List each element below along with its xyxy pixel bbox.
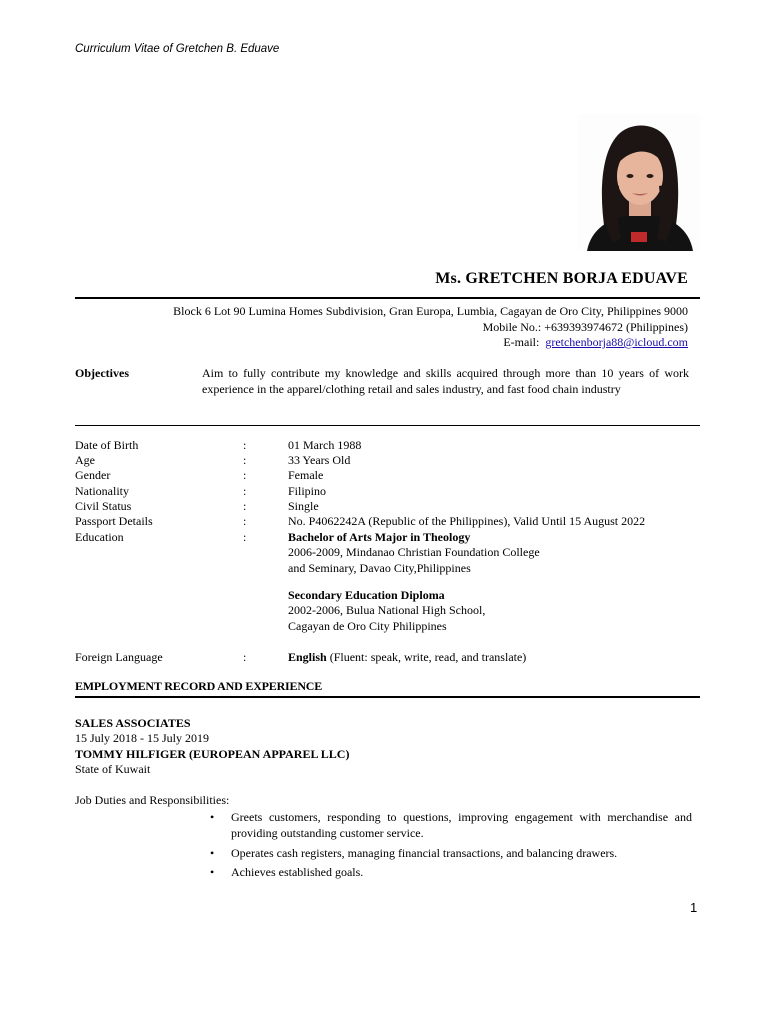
age-label: Age [75, 453, 95, 467]
objectives-label: Objectives [75, 366, 129, 380]
bullet: • [210, 865, 215, 879]
mobile-number: Mobile No.: +639393974672 (Philippines) [482, 320, 688, 334]
company-location: State of Kuwait [75, 762, 151, 776]
employment-dates: 15 July 2018 - 15 July 2019 [75, 731, 210, 745]
language-name: English [288, 650, 327, 664]
gender-value: Female [288, 468, 324, 482]
candidate-name: Ms. GRETCHEN BORJA EDUAVE [435, 270, 688, 287]
objectives-text: Aim to fully contribute my knowledge and skills acquired through more than 10 years of work experience in the apparel/clothing retail and sales industry, and fast food chain industry [202, 366, 689, 396]
colon: : [243, 484, 247, 498]
passport-value: No. P4062242A (Republic of the Philippines), Valid Until 15 August 2022 [288, 514, 646, 528]
colon: : [243, 514, 247, 528]
dob-label: Date of Birth [75, 438, 139, 452]
email-label: E-mail: [503, 335, 540, 349]
duty-item: Operates cash registers, managing financial transactions, and balancing drawers. [231, 846, 618, 860]
language-detail: (Fluent: speak, write, read, and translate) [326, 650, 527, 664]
bullet: • [210, 846, 215, 860]
colon: : [243, 499, 247, 513]
education-label: Education [75, 530, 124, 544]
employment-section-title: EMPLOYMENT RECORD AND EXPERIENCE [75, 679, 323, 693]
duty-item: Achieves established goals. [231, 865, 364, 879]
bullet: • [210, 810, 215, 824]
colon: : [243, 650, 247, 664]
name-divider [75, 297, 700, 299]
email-link[interactable]: gretchenborja88@icloud.com [545, 335, 688, 349]
address: Block 6 Lot 90 Lumina Homes Subdivision, Gran Europa, Lumbia, Cagayan de Oro City, Philippines 9000 [173, 304, 688, 318]
age-value: 33 Years Old [288, 453, 351, 467]
civil-status-label: Civil Status [75, 499, 132, 513]
secondary-school-line1: 2002-2006, Bulua National High School, [288, 603, 486, 617]
degree-school-line1: 2006-2009, Mindanao Christian Foundation College [288, 545, 540, 559]
civil-status-value: Single [288, 499, 319, 513]
passport-label: Passport Details [75, 514, 153, 528]
company-name: TOMMY HILFIGER (EUROPEAN APPAREL LLC) [75, 747, 350, 761]
dob-value: 01 March 1988 [288, 438, 362, 452]
language-value [288, 650, 526, 666]
nationality-value: Filipino [288, 484, 327, 498]
secondary-school-line2: Cagayan de Oro City Philippines [288, 619, 447, 633]
employment-divider [75, 696, 700, 698]
running-header: Curriculum Vitae of Gretchen B. Eduave [75, 43, 280, 55]
objectives-divider [75, 425, 700, 426]
position-title: SALES ASSOCIATES [75, 716, 191, 730]
colon: : [243, 453, 247, 467]
degree-school-line2: and Seminary, Davao City,Philippines [288, 561, 471, 575]
page-number: 1 [690, 900, 698, 915]
duty-item: Greets customers, responding to questions, improving engagement with merchandise and providing outstanding customer service. [231, 810, 692, 840]
degree-title: Bachelor of Arts Major in Theology [288, 530, 471, 544]
secondary-title: Secondary Education Diploma [288, 588, 445, 602]
language-label: Foreign Language [75, 650, 163, 664]
nationality-label: Nationality [75, 484, 129, 498]
email-line [503, 335, 688, 350]
duties-label: Job Duties and Responsibilities: [75, 793, 230, 807]
gender-label: Gender [75, 468, 111, 482]
colon: : [243, 530, 247, 544]
profile-photo [577, 114, 700, 251]
colon: : [243, 438, 247, 452]
colon: : [243, 468, 247, 482]
